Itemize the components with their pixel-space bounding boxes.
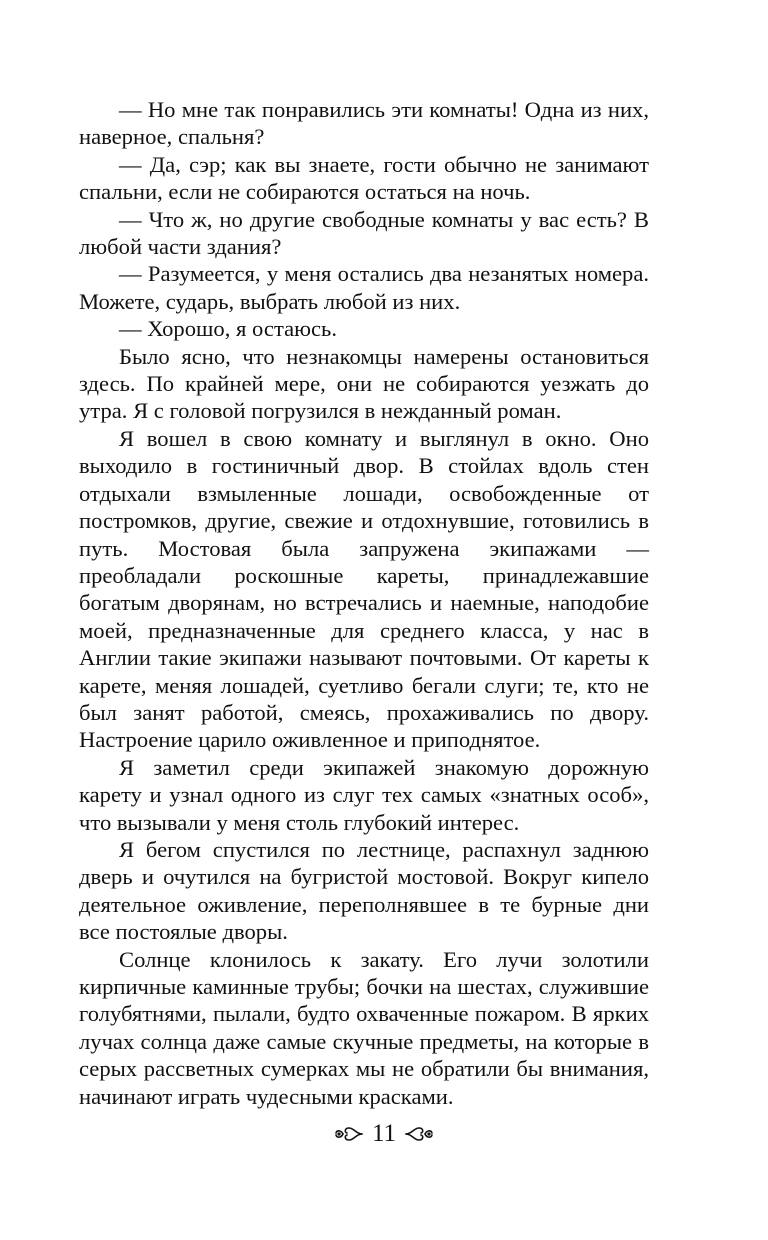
paragraph: — Разумеется, у меня остались два незанятых номера. Можете, сударь, выбрать любой из них.	[79, 261, 649, 314]
paragraph: Я заметил среди экипажей знакомую дорожную карету и узнал одного из слуг тех самых «знатных особ», что вызывали у меня столь глубокий интерес.	[79, 754, 649, 835]
paragraph: Было ясно, что незнакомцы намерены остановиться здесь. По крайней мере, они не собираются уезжать до утра. Я с головой погрузился в нежданный роман.	[79, 343, 649, 424]
page-body	[79, 96, 649, 1110]
page-number: 11	[371, 1120, 397, 1147]
paragraph: — Да, сэр; как вы знаете, гости обычно не занимают спальни, если не собираются остаться на ночь.	[79, 151, 649, 205]
floral-ornament-icon	[404, 1125, 434, 1143]
paragraph: Я бегом спустился по лестнице, распахнул заднюю дверь и очутился на бугристой мостовой. Вокруг кипело деятельное оживление, переполнявшее в те бурные дни все постоялые дворы.	[79, 836, 649, 945]
paragraph: Солнце клонилось к закату. Его лучи золотили кирпичные каминные трубы; бочки на шестах, служившие голубятнями, пылали, будто охваченные пожаром. В ярких лучах солнца даже самые скучные предметы, на которые в серых рассветных сумерках мы не обратили бы внимания, начинают играть чудесными красками.	[79, 946, 649, 1109]
paragraph: Я вошел в свою комнату и выглянул в окно. Оно выходило в гостиничный двор. В стойлах вдоль стен отдыхали взмыленные лошади, освобожденные от постромков, другие, свежие и отдохнувшие, готовились в путь. Мостовая была запружена экипажами — преобладали роскошные кареты, принадлежавшие богатым дворянам, но встречались и наемные, наподобие моей, предназначенные для среднего класса, у нас в Англии такие экипажи называют почтовыми. От кареты к карете, меняя лошадей, суетливо бегали слуги; те, кто не был занят работой, смеясь, прохаживались по двору. Настроение царило оживленное и приподнятое.	[79, 425, 649, 753]
paragraph: — Хорошо, я остаюсь.	[119, 316, 337, 342]
floral-ornament-icon	[334, 1125, 364, 1143]
page-footer	[0, 1120, 768, 1148]
paragraph: — Что ж, но другие свободные комнаты у вас есть? В любой части здания?	[79, 206, 649, 260]
paragraph: — Но мне так понравились эти комнаты! Одна из них, наверное, спальня?	[79, 97, 649, 150]
